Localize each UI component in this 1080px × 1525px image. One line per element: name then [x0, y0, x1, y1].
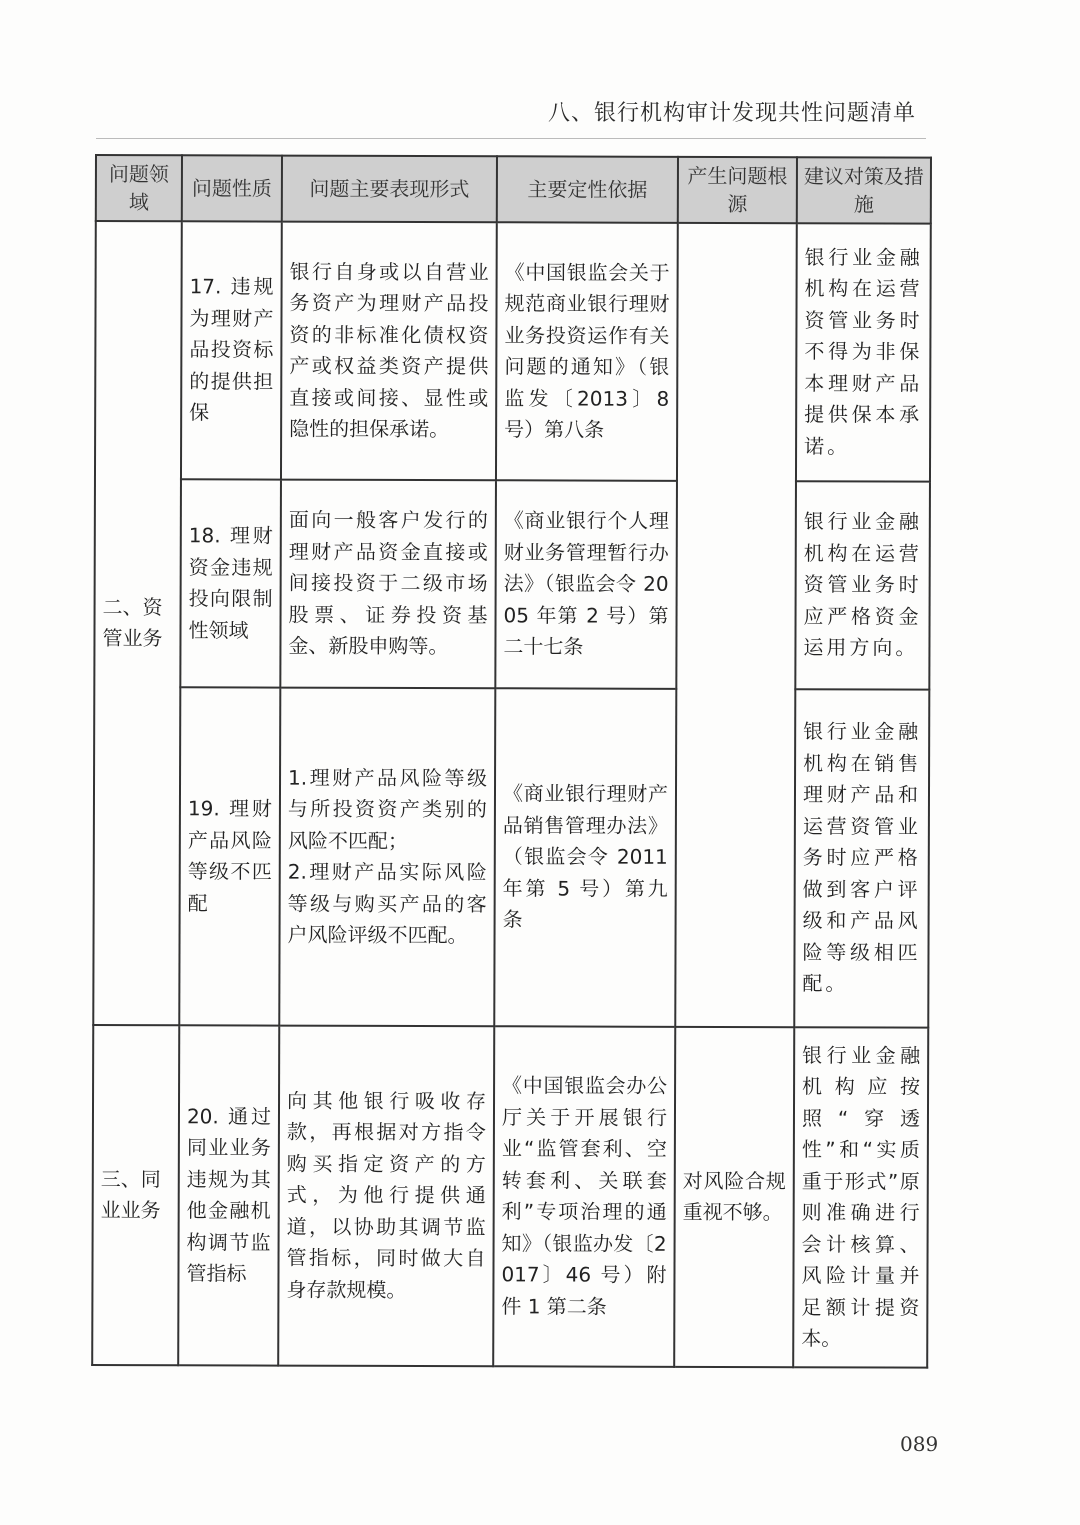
cell-root: 对风险合规重视不够。 [674, 1027, 794, 1367]
cell-basis: 《商业银行个人理财业务管理暂行办法》（银监会令 2005 年第 2 号）第二十七条 [495, 480, 677, 689]
col-header-form: 问题主要表现形式 [282, 156, 497, 223]
col-header-nature: 问题性质 [182, 155, 282, 221]
cell-root [675, 223, 797, 1027]
cell-basis: 《中国银监会关于规范商业银行理财业务投资运作有关问题的通知》（银监发〔2013〕8 号）第八条 [496, 222, 678, 481]
cell-measure: 银行业金融机构在运营资管业务时不得为非保本理财产品提供保本承诺。 [796, 223, 931, 481]
header-rule [96, 138, 926, 139]
cell-area: 二、资管业务 [93, 221, 182, 1025]
audit-issues-table [91, 154, 932, 1369]
table-header-row [96, 155, 931, 224]
page-number: 089 [900, 1432, 939, 1456]
cell-nature: 19. 理财产品风险等级不匹配 [179, 687, 280, 1025]
cell-form: 1.理财产品风险等级与所投资资产类别的风险不匹配； 2.理财产品实际风险等级与购买产品的客户风险评级不匹配。 [279, 688, 495, 1027]
table-row [95, 221, 931, 482]
col-header-basis: 主要定性依据 [497, 156, 678, 223]
cell-measure: 银行业金融机构应按照“穿透性”和“实质重于形式”原则准确进行会计核算、风险计量并足额计提资本。 [793, 1027, 928, 1367]
cell-form: 银行自身或以自营业务资产为理财产品投资的非标准化债权资产或权益类资产提供直接或间接、显性或隐性的担保承诺。 [281, 222, 497, 481]
table-row [94, 479, 930, 690]
cell-basis: 《商业银行理财产品销售管理办法》（银监会令 2011 年第 5 号）第九条 [494, 688, 676, 1027]
col-header-root: 产生问题根源 [678, 157, 797, 223]
cell-form: 面向一般客户发行的理财产品资金直接或间接投资于二级市场股票、证券投资基金、新股申购等。 [280, 480, 496, 689]
cell-nature: 17. 违规为理财产品投资标的提供担保 [181, 221, 282, 479]
cell-measure: 银行业金融机构在销售理财产品和运营资管业务时应严格做到客户评级和产品风险等级相匹配。 [794, 689, 929, 1027]
cell-measure: 银行业金融机构在运营资管业务时应严格资金运用方向。 [795, 481, 930, 689]
table-row [93, 687, 929, 1028]
cell-basis: 《中国银监会办公厅关于开展银行业“监管套利、空转套利、关联套利”专项治理的通知》（银监办发〔2017〕46 号）附件 1 第二条 [493, 1026, 675, 1367]
running-title: 八、银行机构审计发现共性问题清单 [547, 101, 916, 126]
cell-form: 向其他银行吸收存款，再根据对方指令购买指定资产的方式，为他行提供通道，以协助其调节监管指标，同时做大自身存款规模。 [278, 1026, 494, 1367]
col-header-area: 问题领域 [96, 155, 182, 221]
table-row [92, 1025, 928, 1368]
col-header-measure: 建议对策及措施 [797, 157, 931, 223]
cell-area: 三、同业业务 [92, 1025, 179, 1365]
cell-nature: 18. 理财资金违规投向限制性领域 [180, 479, 281, 687]
cell-nature: 20. 通过同业业务违规为其他金融机构调节监管指标 [178, 1025, 279, 1365]
